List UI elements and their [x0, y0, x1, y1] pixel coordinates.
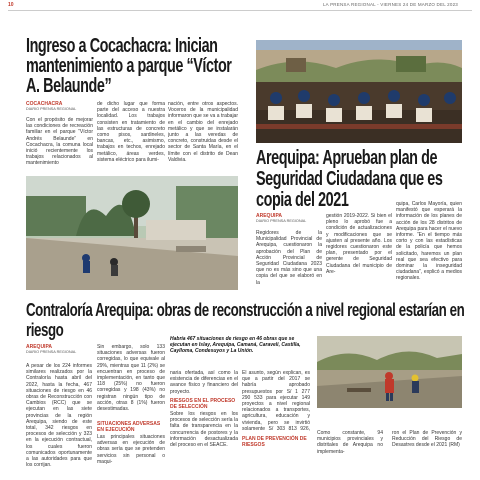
workers-photo: [317, 336, 462, 408]
story3-col5: Como constante, 94 municipios provinciales y distritales de Arequipa no implementa-: [317, 430, 383, 455]
story3-col3-subhead: RIESGOS EN EL PROCESO DE SELECCIÓN: [170, 398, 236, 410]
story3-pull-quote: Habría 467 situaciones de riesgo en 46 obras que se ejecutan en Islay, Arequipa, Camaná, Caravelí, Castilla, Caylloma, Condesuyos y La Unión.: [170, 336, 301, 355]
story1-col2: de dicho lugar que forma parte del acceso a nuestra localidad. Los trabajos consisten en tratamiento de las estructuras de concreto como pisos, sardineles, bancas, etc., asimismo, trabajos en techos, enrejado metálico, áreas verdes, sistema eléctrico para ilumi-: [97, 101, 165, 163]
story1-headline: Ingreso a Cocachacra: Inician mantenimiento a parque “Víctor A. Belaunde”: [26, 35, 232, 97]
publication-line: LA PRENSA REGIONAL - VIERNES 24 DE MARZO DEL 2023: [322, 2, 458, 7]
story3-col4a: El asunto, según explican, es que a partir del 2017 se habría aprobado presupuestos por S/ 1 277 290 533 para ejecutar 149 proyectos a nivel regional relacionados a transportes, agricultura, educación y vivienda, pero se invirtió solamente S/ 303 813 926,: [242, 370, 310, 432]
story1-byline: DIARIO PRENSA REGIONAL: [26, 107, 77, 111]
header-rule: [8, 10, 472, 11]
story3-col2a: Sin embargo, solo 133 situaciones adversas fueron corregidas, lo que equivale al 29%, mientras que 11 (2%) se encuentran en proceso de implementación, en tanto que 118 (25%) no fueron corregidas y 198 (43%) no registran ningún tipo de acción, otras 8 (1%) fueron desestimadas.: [97, 344, 165, 413]
park-photo: [26, 176, 238, 290]
story3-col6: ron el Plan de Prevención y Reducción del Riesgo de Desastres desde el 2021 (RM): [392, 430, 462, 449]
story3-headline: Contraloría Arequipa: obras de reconstrucción a nivel regional estarían en riesgo: [26, 299, 465, 340]
story3-col2-subhead: SITUACIONES ADVERSAS EN EJECUCIÓN: [97, 421, 161, 433]
council-photo: [256, 40, 462, 143]
story1-section: COCACHACRA: [26, 101, 63, 107]
story1-col1: Con el propósito de mejorar las condiciones de recreación familiar en el parque “Víctor Andrés Belaunde” en Cocachacra, la comuna local inició recientemente los trabajos relacionados al mantenimiento: [26, 117, 93, 167]
story2-col1: Regidores de la Municipalidad Provincial de Arequipa, cuestionaron la aprobación del Plan de Acción Provincial de Seguridad Ciudadana 2023 que no es más sino que una copia del que se elaboró en la: [256, 230, 322, 284]
story1-col3: nación, entre otros aspectos. Voceros de la municipalidad informaron que se va a trabajar en el cambio del enrejado metálico y que se instalarán junto a las veredas de concreto, construidas desde el sector de Santa María, en el límite con el distrito de Dean Valdivia.: [168, 101, 238, 163]
story3-section: AREQUIPA: [26, 344, 53, 350]
story2-col3: quipa, Carlos Mayoría, quien manifestó que esperará la información de los planes de acción de los 28 distritos de Arequipa para hacer el nuevo informe. “En el tiempo más corto y con las estadísticas de la policía que hemos solicitado, haremos un plan real que sea efectivo para dominar la inseguridad ciudadana”, explicó a medios regionales.: [396, 201, 462, 282]
story3-col3a: naria ofertada, así como la existencia de diferencias en el avance físico y financiero del proyecto.: [170, 370, 238, 395]
page-number: 10: [8, 2, 14, 8]
story3-col3b: Sobre los riesgos en los procesos de selección sería la falta de transparencia en la concurrencia de postores y la información desactualizada del proceso en el SEACE.: [170, 411, 238, 449]
story2-section: AREQUIPA: [256, 213, 283, 219]
story3-col1: A pesar de los 224 informes similares realizados por la Contraloría hasta abril del 2022, hasta la fecha, 467 situaciones de riesgo en 46 obras de Reconstrucción con Cambios (RCC) que se ejecutan en las siete provincias de la región Arequipa, siendo de este total, 342 riesgos en procesos de selección y 323 en la ejecución contractual, los cuales fueron comunicados oportunamente a las autoridades para que los corrijan.: [26, 363, 92, 469]
story2-headline: Arequipa: Aprueban plan de Seguridad Ciudadana que es copia del 2021: [256, 147, 443, 211]
story3-col4-subhead: PLAN DE PREVENCIÓN DE RIESGOS: [242, 436, 307, 448]
story3-byline: DIARIO PRENSA REGIONAL: [26, 350, 77, 354]
story2-col2: gestión 2019-2022. Si bien el pleno lo aprobó fue a condición de actualizaciones y modificaciones que se ajusten al presente año. Los regidores cuestionaron este plan, presentado por el gerente de Seguridad Ciudadana del municipio de Are-: [326, 213, 392, 275]
story3-col2b: Las principales situaciones adversas en ejecución de obras sería que se pretenden servicios sin personal o maqui-: [97, 434, 165, 465]
story2-byline: DIARIO PRENSA REGIONAL: [256, 219, 307, 223]
